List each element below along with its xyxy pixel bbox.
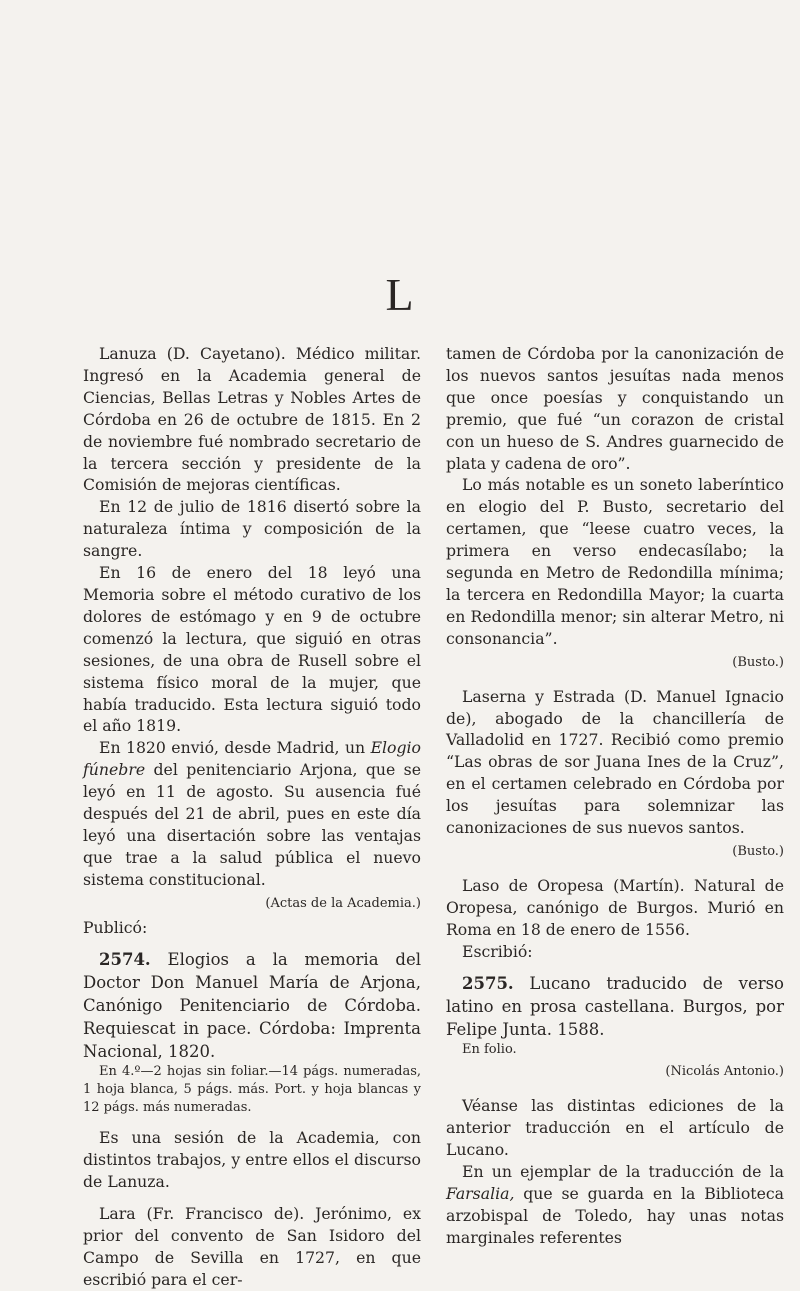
entry-2575-number: 2575. bbox=[462, 974, 514, 994]
laso-paragraph-1: Laso de Oropesa (Martín). Natural de Oropesa, canónigo de Burgos. Murió en Roma en 18 de enero de 1556. bbox=[446, 875, 784, 939]
lara-paragraph-1: Lara (Fr. Francisco de). Jerónimo, ex prior del convento de San Isidoro del Campo de Sevilla en 1727, en que escribió para el cer- bbox=[83, 1204, 421, 1289]
lanuza-p4-italic: Elogio fúnebre bbox=[83, 738, 421, 780]
lara-source: (Busto.) bbox=[732, 654, 784, 670]
right-column bbox=[446, 343, 784, 1249]
lanuza-paragraph-2: En 12 de julio de 1816 disertó sobre la naturaleza íntima y composición de la sangre. bbox=[83, 497, 421, 561]
lara-paragraph-1-continued: tamen de Córdoba por la canonización de los nuevos santos jesuítas nada menos que once poesías y conquistando un premio, que fué “un corazon de cristal con un hueso de S. Andres guarnecido de plata y cadena de oro”. bbox=[446, 344, 784, 473]
lanuza-paragraph-1: Lanuza (D. Cayetano). Médico militar. Ingresó en la Academia general de Ciencias, Bellas Letras y Nobles Artes de Córdoba en 26 de octubre de 1815. En 2 de noviembre fué nombrado secretario de la tercera sección y presidente de la Comisión de mejoras científicas. bbox=[83, 344, 421, 495]
laserna-paragraph-1: Laserna y Estrada (D. Manuel Ignacio de), abogado de la chancillería de Valladolid en 1727. Recibió como premio “Las obras de sor Juana Ines de la Cruz”, en el certamen celebrado en Córdoba por los jesuítas para solemnizar las canonizaciones de sus nuevos santos. bbox=[446, 686, 784, 838]
entry-2574-description: En 4.º—2 hojas sin foliar.—14 págs. numeradas, 1 hoja blanca, 5 págs. más. Port. y hoja blancas y 12 págs. más numeradas. bbox=[83, 1064, 421, 1116]
lanuza-paragraph-3: En 16 de enero del 18 leyó una Memoria sobre el método curativo de los dolores de estómago y en 9 de octubre comenzó la lectura, que siguió en otras sesiones, de una obra de Rusell sobre el sistema físico moral de la mujer, que había traducido. Esta lectura siguió todo el año 1819. bbox=[83, 563, 421, 736]
entry-2574 bbox=[83, 948, 421, 1063]
laso-p3-text-a: En un ejemplar de la traducción de la bbox=[462, 1162, 784, 1182]
entry-2574-note: Es una sesión de la Academia, con distintos trabajos, y entre ellos el discurso de Lanuza. bbox=[83, 1128, 421, 1192]
left-column bbox=[83, 343, 421, 1291]
entry-2575-source: (Nicolás Antonio.) bbox=[665, 1064, 784, 1080]
lanuza-source: (Actas de la Academia.) bbox=[265, 895, 421, 911]
lara-paragraph-2: Lo más notable es un soneto laberíntico en elogio del P. Busto, secretario del certamen, que “leese cuatro veces, la primera en verso endecasílabo; la segunda en Metro de Redondilla mínima; la tercera en Redondilla Mayor; la cuarta en Redondilla menor; sin alterar Metro, ni consonancia”. bbox=[446, 475, 784, 648]
lanuza-p4-text-b: del penitenciario Arjona, que se leyó en 11 de agosto. Su ausencia fué después del 21 de abril, pues en este día leyó una disertación sobre las ventajas que trae a la salud pública el nuevo sistema constitucional. bbox=[83, 760, 421, 889]
lanuza-p4-text-a: En 1820 envió, desde Madrid, un bbox=[99, 738, 371, 758]
entry-2574-title: Elogios a la memoria del Doctor Don Manuel María de Arjona, Canónigo Penitenciario de Córdoba. Requiescat in pace. Córdoba: Imprenta Nacional, 1820. bbox=[83, 950, 421, 1062]
laso-p3-text-b: que se guarda en la Biblioteca arzobispal de Toledo, hay unas notas marginales referentes bbox=[446, 1184, 784, 1247]
entry-2574-number: 2574. bbox=[99, 950, 151, 970]
laso-paragraph-2: Véanse las distintas ediciones de la anterior traducción en el artículo de Lucano. bbox=[446, 1096, 784, 1160]
entry-2575 bbox=[446, 972, 784, 1041]
laso-paragraph-3 bbox=[446, 1161, 784, 1249]
entry-2575-title: Lucano traducido de verso latino en prosa castellana. Burgos, por Felipe Junta. 1588. bbox=[446, 974, 784, 1040]
section-letter: L bbox=[385, 269, 415, 320]
laserna-source: (Busto.) bbox=[732, 843, 784, 859]
lanuza-paragraph-4 bbox=[83, 737, 421, 890]
escribio-label: Escribió: bbox=[462, 941, 533, 961]
laso-p3-italic: Farsalia, bbox=[446, 1184, 515, 1203]
entry-2575-description: En folio. bbox=[462, 1042, 517, 1058]
publico-label: Publicó: bbox=[83, 917, 148, 937]
